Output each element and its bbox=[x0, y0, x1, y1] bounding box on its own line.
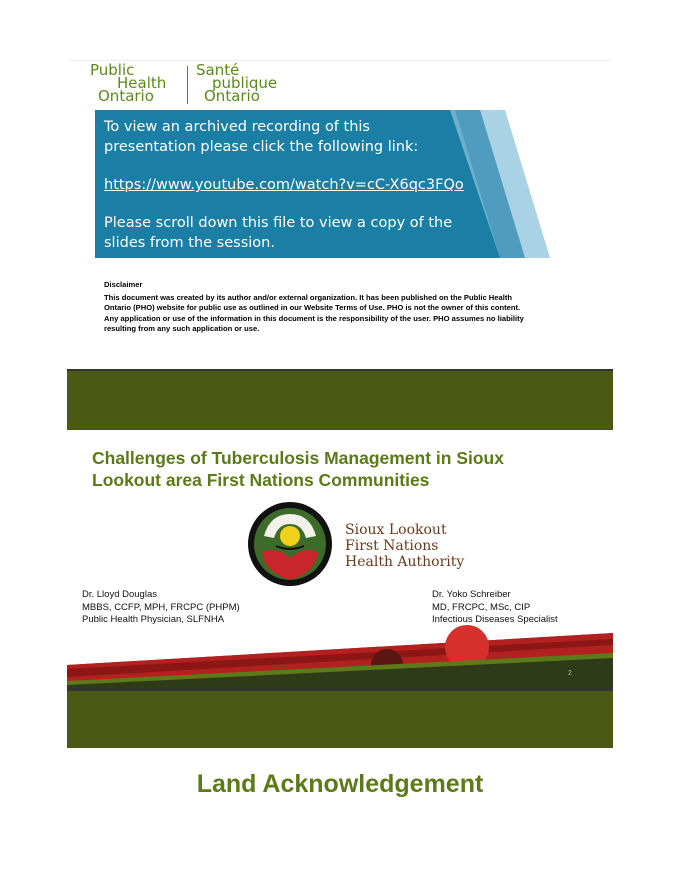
logo-fr-word-2: publique bbox=[212, 74, 278, 92]
slide1-title: Challenges of Tuberculosis Management in Sioux Lookout area First Nations Communities bbox=[92, 448, 504, 490]
slide1-header-band bbox=[67, 371, 613, 430]
logo-fr-word-1: Santé bbox=[196, 61, 240, 79]
logo-en-word-1: Public bbox=[90, 61, 135, 79]
presenter-left-credentials: MBBS, CCFP, MPH, FRCPC (PHPM) bbox=[82, 601, 240, 613]
disclaimer-title: Disclaimer bbox=[104, 280, 143, 289]
banner-intro: To view an archived recording of this presentation please click the following link: bbox=[104, 119, 419, 155]
disclaimer bbox=[104, 280, 534, 335]
presenter-left-name: Dr. Lloyd Douglas bbox=[82, 589, 157, 600]
banner-text bbox=[104, 117, 464, 253]
logo-en-word-2: Health bbox=[117, 74, 167, 92]
slfnha-logo bbox=[246, 500, 334, 588]
slide2-header-band bbox=[67, 691, 613, 748]
logo-fr-word-3: Ontario bbox=[204, 87, 260, 105]
slfnha-name-line-2: First Nations bbox=[345, 538, 439, 554]
slfnha-name-line-1: Sioux Lookout bbox=[345, 522, 447, 538]
recording-link[interactable]: https://www.youtube.com/watch?v=cC-X6qc3FQo bbox=[104, 177, 464, 193]
pho-logo-english bbox=[90, 61, 190, 105]
pho-logo-french bbox=[196, 61, 296, 105]
presenter-left-role: Public Health Physician, SLFNHA bbox=[82, 614, 225, 625]
presenter-left bbox=[82, 589, 240, 627]
slfnha-name bbox=[345, 522, 505, 570]
slfnha-name-line-3: Health Authority bbox=[345, 554, 465, 570]
presenter-right-credentials: MD, FRCPC, MSc, CIP bbox=[432, 601, 531, 613]
page-top-rule bbox=[68, 60, 612, 61]
logo-divider bbox=[187, 66, 188, 104]
banner-scroll-note: Please scroll down this file to view a copy of the slides from the session. bbox=[104, 215, 453, 251]
presenter-right-role: Infectious Diseases Specialist bbox=[432, 614, 558, 625]
presenter-right-name: Dr. Yoko Schreiber bbox=[432, 589, 511, 600]
presenter-right bbox=[432, 589, 558, 627]
disclaimer-body: This document was created by its author and/or external organization. It has been published on the Public Health Ontario (PHO) website for public use as outlined in our Website Terms of Use. PHO is not the owner of this content. Any application or use of the information in this document is the responsibility of the user. PHO assumes no liability resulting from any such application or use. bbox=[104, 292, 524, 333]
slide1-decorative-band bbox=[67, 625, 613, 688]
logo-en-word-3: Ontario bbox=[98, 87, 154, 105]
slide2-title: Land Acknowledgement bbox=[196, 770, 484, 798]
slide-number: 2 bbox=[568, 670, 572, 677]
